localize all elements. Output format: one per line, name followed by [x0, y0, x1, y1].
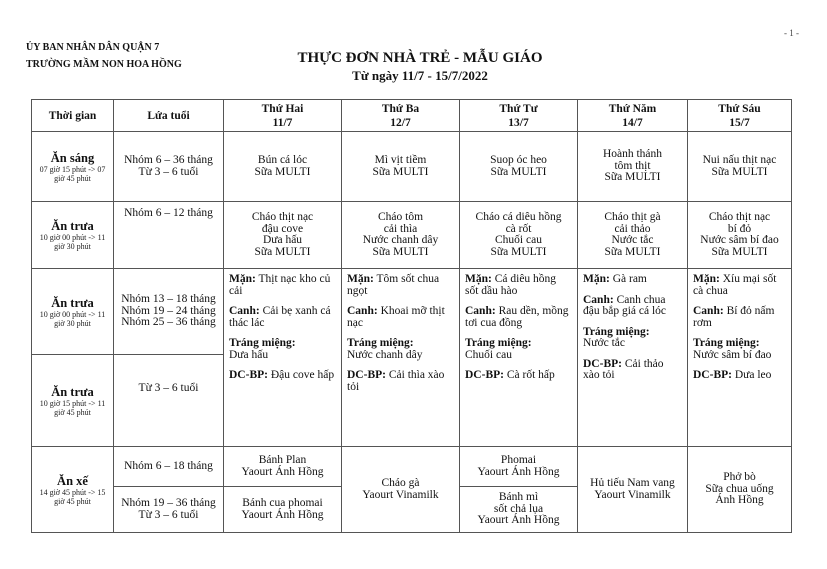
breakfast-row: [32, 132, 792, 202]
breakfast-monday: Bún cá lóc Sữa MULTI: [224, 132, 342, 202]
lunch-monday-detail: Mặn: Thịt nạc kho củ cải Canh: Cải bẹ xanh cá thác lác Tráng miệng: Dưa hấu DC-BP: Đậu cove hấp: [224, 269, 342, 447]
lunch-tuesday-detail: Mặn: Tôm sốt chua ngọt Canh: Khoai mỡ thịt nạc Tráng miệng: Nước chanh dây DC-BP: Cải thìa xào tỏi: [342, 269, 460, 447]
header-row: [32, 100, 792, 132]
breakfast-wednesday: Suop óc heo Sữa MULTI: [460, 132, 578, 202]
lunch-toddler-time-cell: Ăn trưa 10 giờ 00 phút -> 11 giờ 30 phút: [32, 269, 114, 355]
lunch-infant-friday: Cháo thịt nạc bí đỏ Nước sâm bí đao Sữa MULTI: [688, 202, 792, 269]
org-line-1: ỦY BAN NHÂN DÂN QUẬN 7: [26, 42, 160, 53]
snack-row-a: [32, 447, 792, 487]
snack-wednesday-a: Phomai Yaourt Ánh Hồng: [460, 447, 578, 487]
breakfast-age-cell: Nhóm 6 – 36 tháng Từ 3 – 6 tuổi: [114, 132, 224, 202]
snack-age-cell-a: Nhóm 6 – 18 tháng: [114, 447, 224, 487]
breakfast-thursday: Hoành thánh tôm thịt Sữa MULTI: [578, 132, 688, 202]
col-tuesday-header: Thứ Ba 12/7: [342, 100, 460, 132]
col-thursday-header: Thứ Năm 14/7: [578, 100, 688, 132]
breakfast-friday: Nui nấu thịt nạc Sữa MULTI: [688, 132, 792, 202]
date-range: Từ ngày 11/7 - 15/7/2022: [352, 68, 488, 83]
lunch-infant-time-cell: Ăn trưa 10 giờ 00 phút -> 11 giờ 30 phút: [32, 202, 114, 269]
menu-title: THỰC ĐƠN NHÀ TRẺ - MẪU GIÁO: [297, 50, 543, 66]
breakfast-time-cell: Ăn sáng 07 giờ 15 phút -> 07 giờ 45 phút: [32, 132, 114, 202]
lunch-wednesday-detail: Mặn: Cá diêu hồng sốt dầu hào Canh: Rau dền, mồng tơi cua đồng Tráng miệng: Chuối cau DC-BP: Cà rốt hấp: [460, 269, 578, 447]
snack-monday-a: Bánh Plan Yaourt Ánh Hồng: [224, 447, 342, 487]
snack-time-cell: Ăn xế 14 giờ 45 phút -> 15 giờ 45 phút: [32, 447, 114, 533]
lunch-infant-thursday: Cháo thịt gà cải thảo Nước tắc Sữa MULTI: [578, 202, 688, 269]
menu-title-block: [210, 50, 630, 84]
breakfast-tuesday: Mì vịt tiềm Sữa MULTI: [342, 132, 460, 202]
lunch-toddler-row: [32, 269, 792, 355]
col-time-header: Thời gian: [32, 100, 114, 132]
lunch-infant-tuesday: Cháo tôm cải thìa Nước chanh dây Sữa MULTI: [342, 202, 460, 269]
lunch-infant-age-cell: Nhóm 6 – 12 tháng: [114, 202, 224, 269]
col-age-header: Lứa tuổi: [114, 100, 224, 132]
lunch-thursday-detail: Mặn: Gà ram Canh: Canh chua đậu bắp giá cá lóc Tráng miệng: Nước tắc DC-BP: Cải thảo xào tỏi: [578, 269, 688, 447]
snack-wednesday-b: Bánh mì sốt chả lụa Yaourt Ánh Hồng: [460, 487, 578, 533]
snack-thursday: Hủ tiếu Nam vang Yaourt Vinamilk: [578, 447, 688, 533]
organization: [26, 39, 182, 73]
org-line-2: TRƯỜNG MẦM NON HOA HỒNG: [26, 59, 182, 70]
lunch-infant-row: [32, 202, 792, 269]
lunch-infant-wednesday: Cháo cá diêu hồng cà rốt Chuối cau Sữa MULTI: [460, 202, 578, 269]
snack-monday-b: Bánh cua phomai Yaourt Ánh Hồng: [224, 487, 342, 533]
lunch-toddler-age-cell: Nhóm 13 – 18 tháng Nhóm 19 – 24 tháng Nhóm 25 – 36 tháng: [114, 269, 224, 355]
lunch-preschool-age-cell: Từ 3 – 6 tuổi: [114, 355, 224, 447]
col-monday-header: Thứ Hai 11/7: [224, 100, 342, 132]
page-number: - 1 -: [784, 28, 799, 38]
snack-friday: Phở bò Sữa chua uống Ánh Hồng: [688, 447, 792, 533]
col-wednesday-header: Thứ Tư 13/7: [460, 100, 578, 132]
snack-tuesday: Cháo gà Yaourt Vinamilk: [342, 447, 460, 533]
lunch-preschool-time-cell: Ăn trưa 10 giờ 15 phút -> 11 giờ 45 phút: [32, 355, 114, 447]
lunch-friday-detail: Mặn: Xíu mại sốt cà chua Canh: Bí đỏ nấm rơm Tráng miệng: Nước sâm bí đao DC-BP: Dưa leo: [688, 269, 792, 447]
lunch-infant-monday: Cháo thịt nạc đậu cove Dưa hấu Sữa MULTI: [224, 202, 342, 269]
menu-table: [31, 99, 792, 533]
col-friday-header: Thứ Sáu 15/7: [688, 100, 792, 132]
snack-age-cell-b: Nhóm 19 – 36 tháng Từ 3 – 6 tuổi: [114, 487, 224, 533]
